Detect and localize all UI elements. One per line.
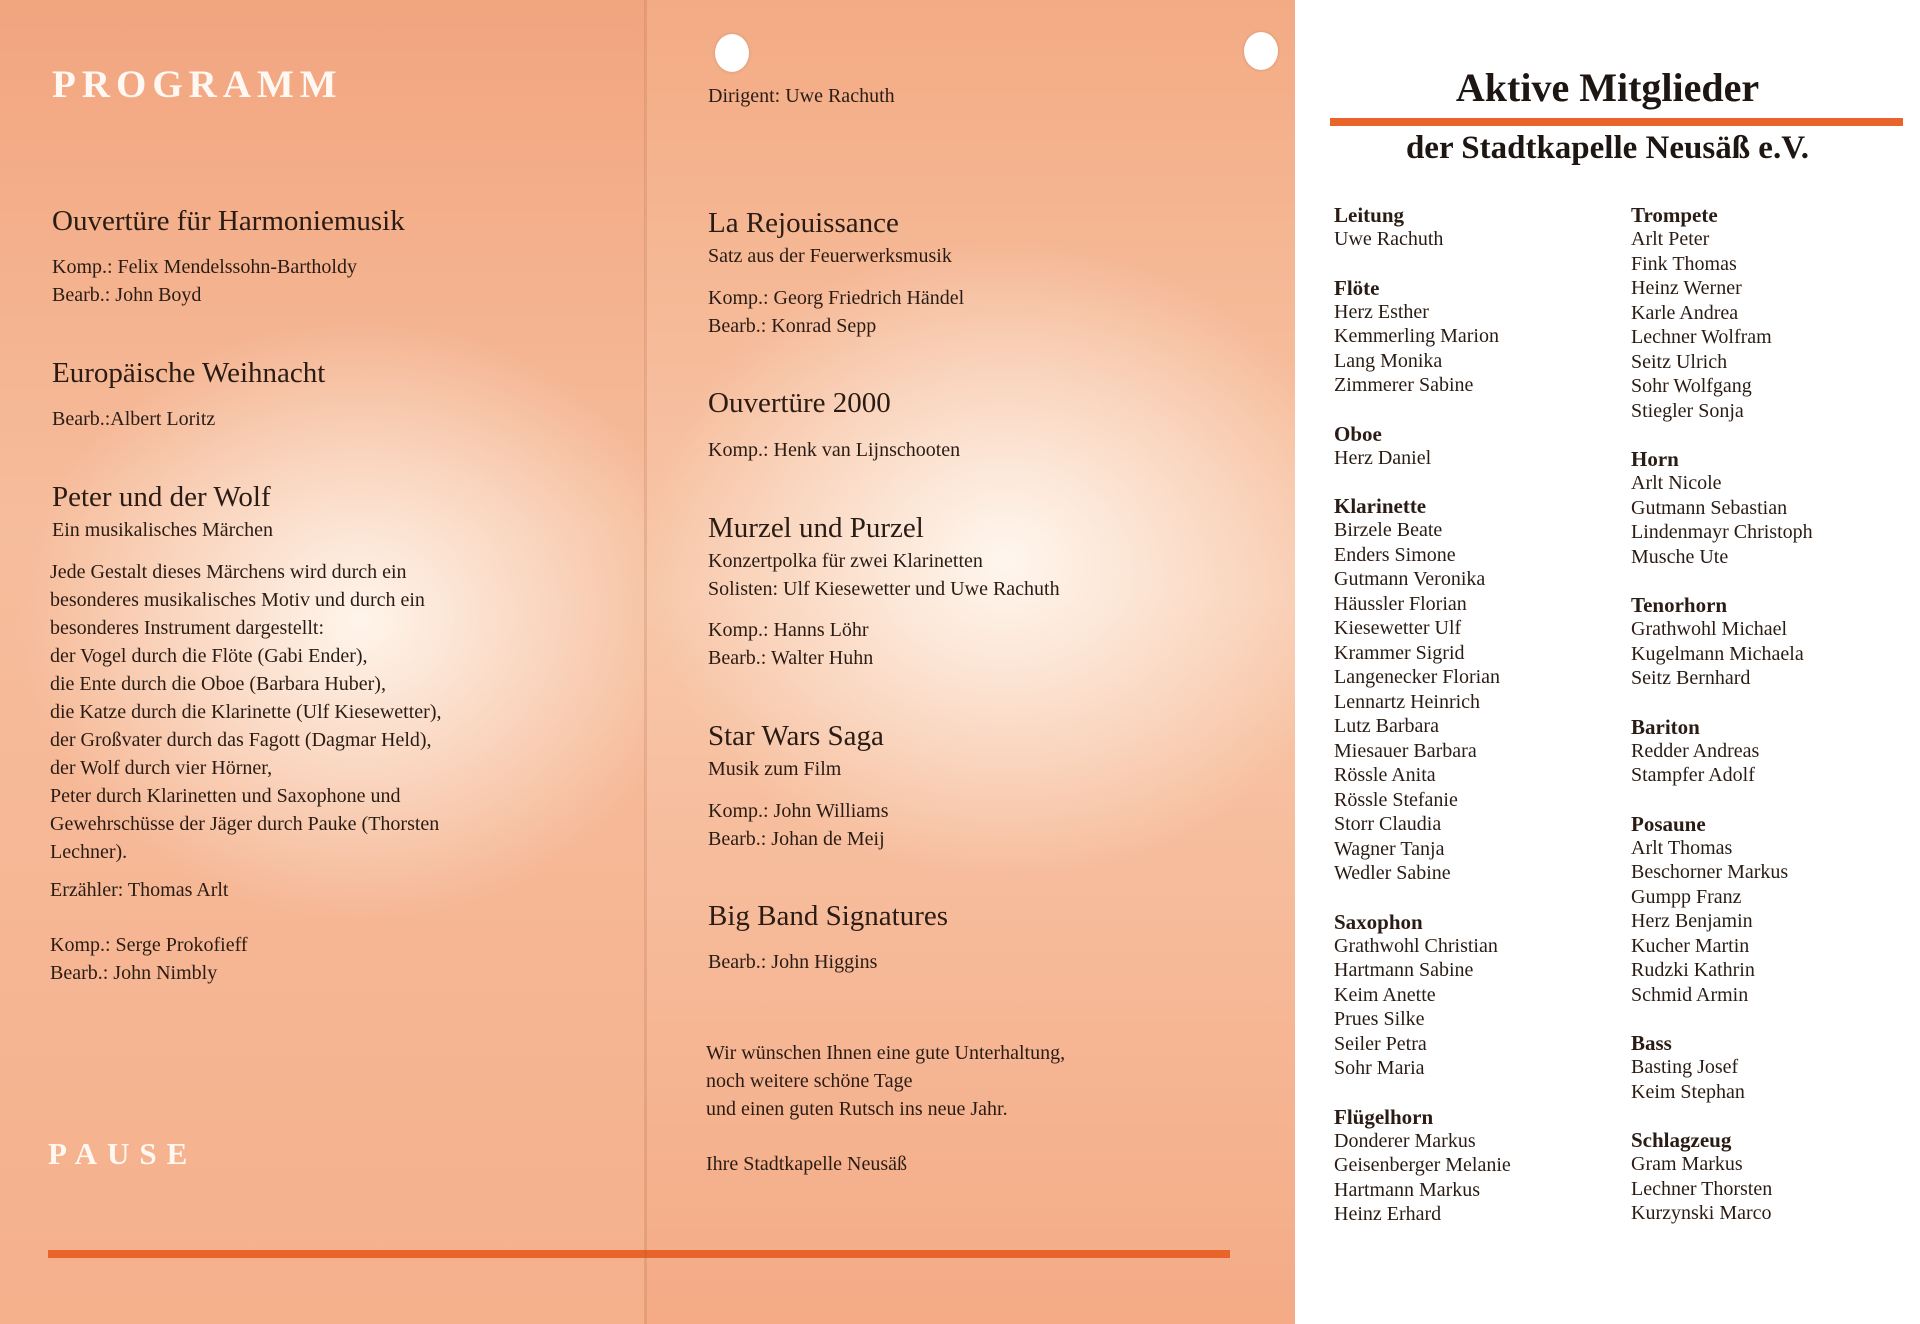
member-name: Rössle Stefanie [1334,788,1458,811]
member-name: Stampfer Adolf [1631,764,1755,786]
piece-title: Ouvertüre für Harmoniemusik [52,205,405,237]
member-name: Gumpp Franz [1631,885,1742,908]
member-name: Arlt Peter [1631,228,1710,250]
instrument-section [1334,276,1614,398]
piece-title: Peter und der Wolf [52,481,271,513]
member-name: Prues Silke [1334,1008,1425,1030]
instrument-section [1631,1128,1911,1226]
member-name: Fink Thomas [1631,252,1737,275]
instrument-section [1631,1031,1911,1104]
member-name: Lindenmayr Christoph [1631,521,1813,543]
piece-credit: Komp.: Georg Friedrich Händel [708,287,965,309]
piece-credit: Bearb.: John Boyd [52,284,202,306]
member-name: Schmid Armin [1631,983,1749,1006]
members-column-1 [1334,203,1614,1251]
description-line: Gewehrschüsse der Jäger durch Pauke (Thorsten [50,813,440,835]
members-title: Aktive Mitglieder [1455,65,1760,110]
pause-label: PAUSE [48,1136,198,1171]
piece-credit: Komp.: Serge Prokofieff [50,934,248,956]
member-name: Lennartz Heinrich [1334,690,1481,713]
piece-credit: Komp.: John Williams [708,800,889,822]
section-title: Trompete [1631,203,1718,227]
members-panel [1295,0,1920,1324]
closing-line: noch weitere schöne Tage [706,1070,913,1092]
closing-line: und einen guten Rutsch ins neue Jahr. [706,1098,1008,1120]
instrument-section [1334,910,1614,1081]
member-name: Gutmann Veronika [1334,568,1486,590]
section-title: Posaune [1631,811,1706,836]
member-name: Kurzynski Marco [1631,1202,1772,1224]
members-subtitle: der Stadtkapelle Neusäß e.V. [1405,130,1810,166]
section-title: Klarinette [1334,494,1427,518]
member-name: Heinz Werner [1631,277,1742,299]
piece-title: La Rejouissance [708,207,899,239]
member-name: Kugelmann Michaela [1631,642,1804,665]
punch-hole [715,34,749,72]
piece-credit: Bearb.:Albert Loritz [52,408,216,430]
bottom-rule [48,1250,645,1258]
instrument-section [1334,1105,1614,1227]
member-name: Seitz Ulrich [1631,350,1728,373]
member-name: Donderer Markus [1334,1129,1476,1152]
description-line: der Vogel durch die Flöte (Gabi Ender), [50,645,368,667]
members-rule [1330,118,1903,126]
piece-credit: Komp.: Henk van Lijnschooten [708,439,961,461]
instrument-section [1334,422,1614,471]
description-line: Peter durch Klarinetten und Saxophone und [50,785,401,807]
section-title: Bariton [1631,714,1700,739]
member-name: Zimmerer Sabine [1334,374,1474,396]
section-title: Horn [1631,447,1679,471]
member-name: Basting Josef [1631,1056,1739,1078]
member-name: Enders Simone [1334,543,1456,566]
member-name: Kemmerling Marion [1334,325,1499,347]
piece-credit: Bearb.: John Nimbly [50,962,218,984]
conductor: Dirigent: Uwe Rachuth [708,85,895,107]
member-name: Musche Ute [1631,545,1729,568]
narrator: Erzähler: Thomas Arlt [50,879,229,901]
member-name: Grathwohl Michael [1631,618,1788,640]
member-name: Seiler Petra [1334,1032,1427,1055]
member-name: Lechner Wolfram [1631,326,1772,348]
members-column-2 [1631,203,1911,1250]
section-title: Leitung [1334,203,1405,227]
program-panel-left [0,0,645,1324]
instrument-section [1631,593,1911,691]
member-name: Karle Andrea [1631,301,1739,324]
instrument-section [1631,812,1911,1008]
member-name: Geisenberger Melanie [1334,1154,1511,1176]
section-title: Saxophon [1334,909,1423,934]
piece-credit: Komp.: Felix Mendelssohn-Bartholdy [52,256,357,278]
signature: Ihre Stadtkapelle Neusäß [706,1153,908,1175]
member-name: Gram Markus [1631,1153,1743,1175]
piece-title: Europäische Weihnacht [52,357,326,389]
member-name: Uwe Rachuth [1334,228,1444,250]
member-name: Storr Claudia [1334,813,1442,835]
piece-title: Big Band Signatures [708,900,949,932]
piece-credit: Bearb.: Walter Huhn [708,647,874,669]
piece-credit: Bearb.: Konrad Sepp [708,315,877,337]
piece-title: Ouvertüre 2000 [708,387,891,419]
member-name: Heinz Erhard [1334,1203,1442,1225]
member-name: Redder Andreas [1631,739,1760,762]
piece-subtitle: Satz aus der Feuerwerksmusik [708,245,952,267]
closing-message [706,1039,1065,1123]
piece-credit: Bearb.: John Higgins [708,951,878,973]
program-heading: PROGRAMM [52,63,343,106]
peter-description [50,558,441,866]
bottom-rule [645,1250,1230,1258]
member-name: Arlt Nicole [1631,472,1722,494]
description-line: Lechner). [50,841,128,863]
instrument-section [1334,494,1614,886]
member-name: Herz Benjamin [1631,910,1753,932]
section-title: Oboe [1334,421,1382,446]
member-name: Stiegler Sonja [1631,399,1744,422]
member-name: Wagner Tanja [1334,837,1445,860]
member-name: Hartmann Markus [1334,1178,1481,1201]
instrument-section [1631,447,1911,569]
section-title: Schlagzeug [1631,1128,1732,1152]
member-name: Lang Monika [1334,349,1443,372]
instrument-section [1631,203,1911,423]
description-line: besonderes musikalisches Motiv und durch ein [50,589,425,611]
member-name: Birzele Beate [1334,519,1443,541]
piece-subtitle: Konzertpolka für zwei Klarinetten [708,550,983,572]
member-name: Krammer Sigrid [1334,641,1465,664]
piece-credit: Komp.: Hanns Löhr [708,619,869,641]
member-name: Hartmann Sabine [1334,959,1474,981]
instrument-section [1631,715,1911,788]
member-name: Rössle Anita [1334,764,1436,786]
program-panel-middle [645,0,1295,1324]
member-name: Sohr Maria [1334,1057,1425,1079]
member-name: Häussler Florian [1334,592,1467,615]
member-name: Grathwohl Christian [1334,934,1498,957]
piece-title: Star Wars Saga [708,720,884,752]
description-line: besonderes Instrument dargestellt: [50,617,325,639]
section-title: Tenorhorn [1631,593,1728,617]
piece-subtitle: Solisten: Ulf Kiesewetter und Uwe Rachuth [708,578,1060,600]
section-title: Flöte [1334,275,1380,300]
section-title: Bass [1631,1031,1672,1055]
member-name: Wedler Sabine [1334,862,1451,884]
piece-title: Murzel und Purzel [708,512,924,544]
member-name: Sohr Wolfgang [1631,375,1752,397]
member-name: Beschorner Markus [1631,861,1789,883]
member-name: Lutz Barbara [1334,715,1439,737]
member-name: Kucher Martin [1631,934,1750,957]
description-line: die Katze durch die Klarinette (Ulf Kiesewetter), [50,701,442,723]
instrument-section [1334,203,1614,252]
description-line: die Ente durch die Oboe (Barbara Huber), [50,673,386,695]
piece-subtitle: Ein musikalisches Märchen [52,519,274,541]
closing-line: Wir wünschen Ihnen eine gute Unterhaltung, [706,1042,1066,1064]
piece-credit: Bearb.: Johan de Meij [708,828,885,850]
member-name: Gutmann Sebastian [1631,496,1788,519]
member-name: Kiesewetter Ulf [1334,617,1462,639]
member-name: Miesauer Barbara [1334,739,1477,762]
member-name: Arlt Thomas [1631,836,1733,859]
member-name: Keim Stephan [1631,1080,1745,1103]
member-name: Langenecker Florian [1334,666,1501,688]
piece-subtitle: Musik zum Film [708,758,842,780]
member-name: Rudzki Kathrin [1631,959,1755,981]
section-title: Flügelhorn [1334,1104,1434,1129]
member-name: Herz Daniel [1334,446,1432,469]
description-line: der Wolf durch vier Hörner, [50,757,273,779]
fold-line [644,0,647,1324]
member-name: Herz Esther [1334,300,1429,323]
member-name: Keim Anette [1334,983,1436,1006]
member-name: Lechner Thorsten [1631,1177,1773,1200]
description-line: der Großvater durch das Fagott (Dagmar Held), [50,729,432,751]
description-line: Jede Gestalt dieses Märchens wird durch ein [50,561,407,583]
punch-hole [1244,32,1278,70]
member-name: Seitz Bernhard [1631,667,1751,689]
